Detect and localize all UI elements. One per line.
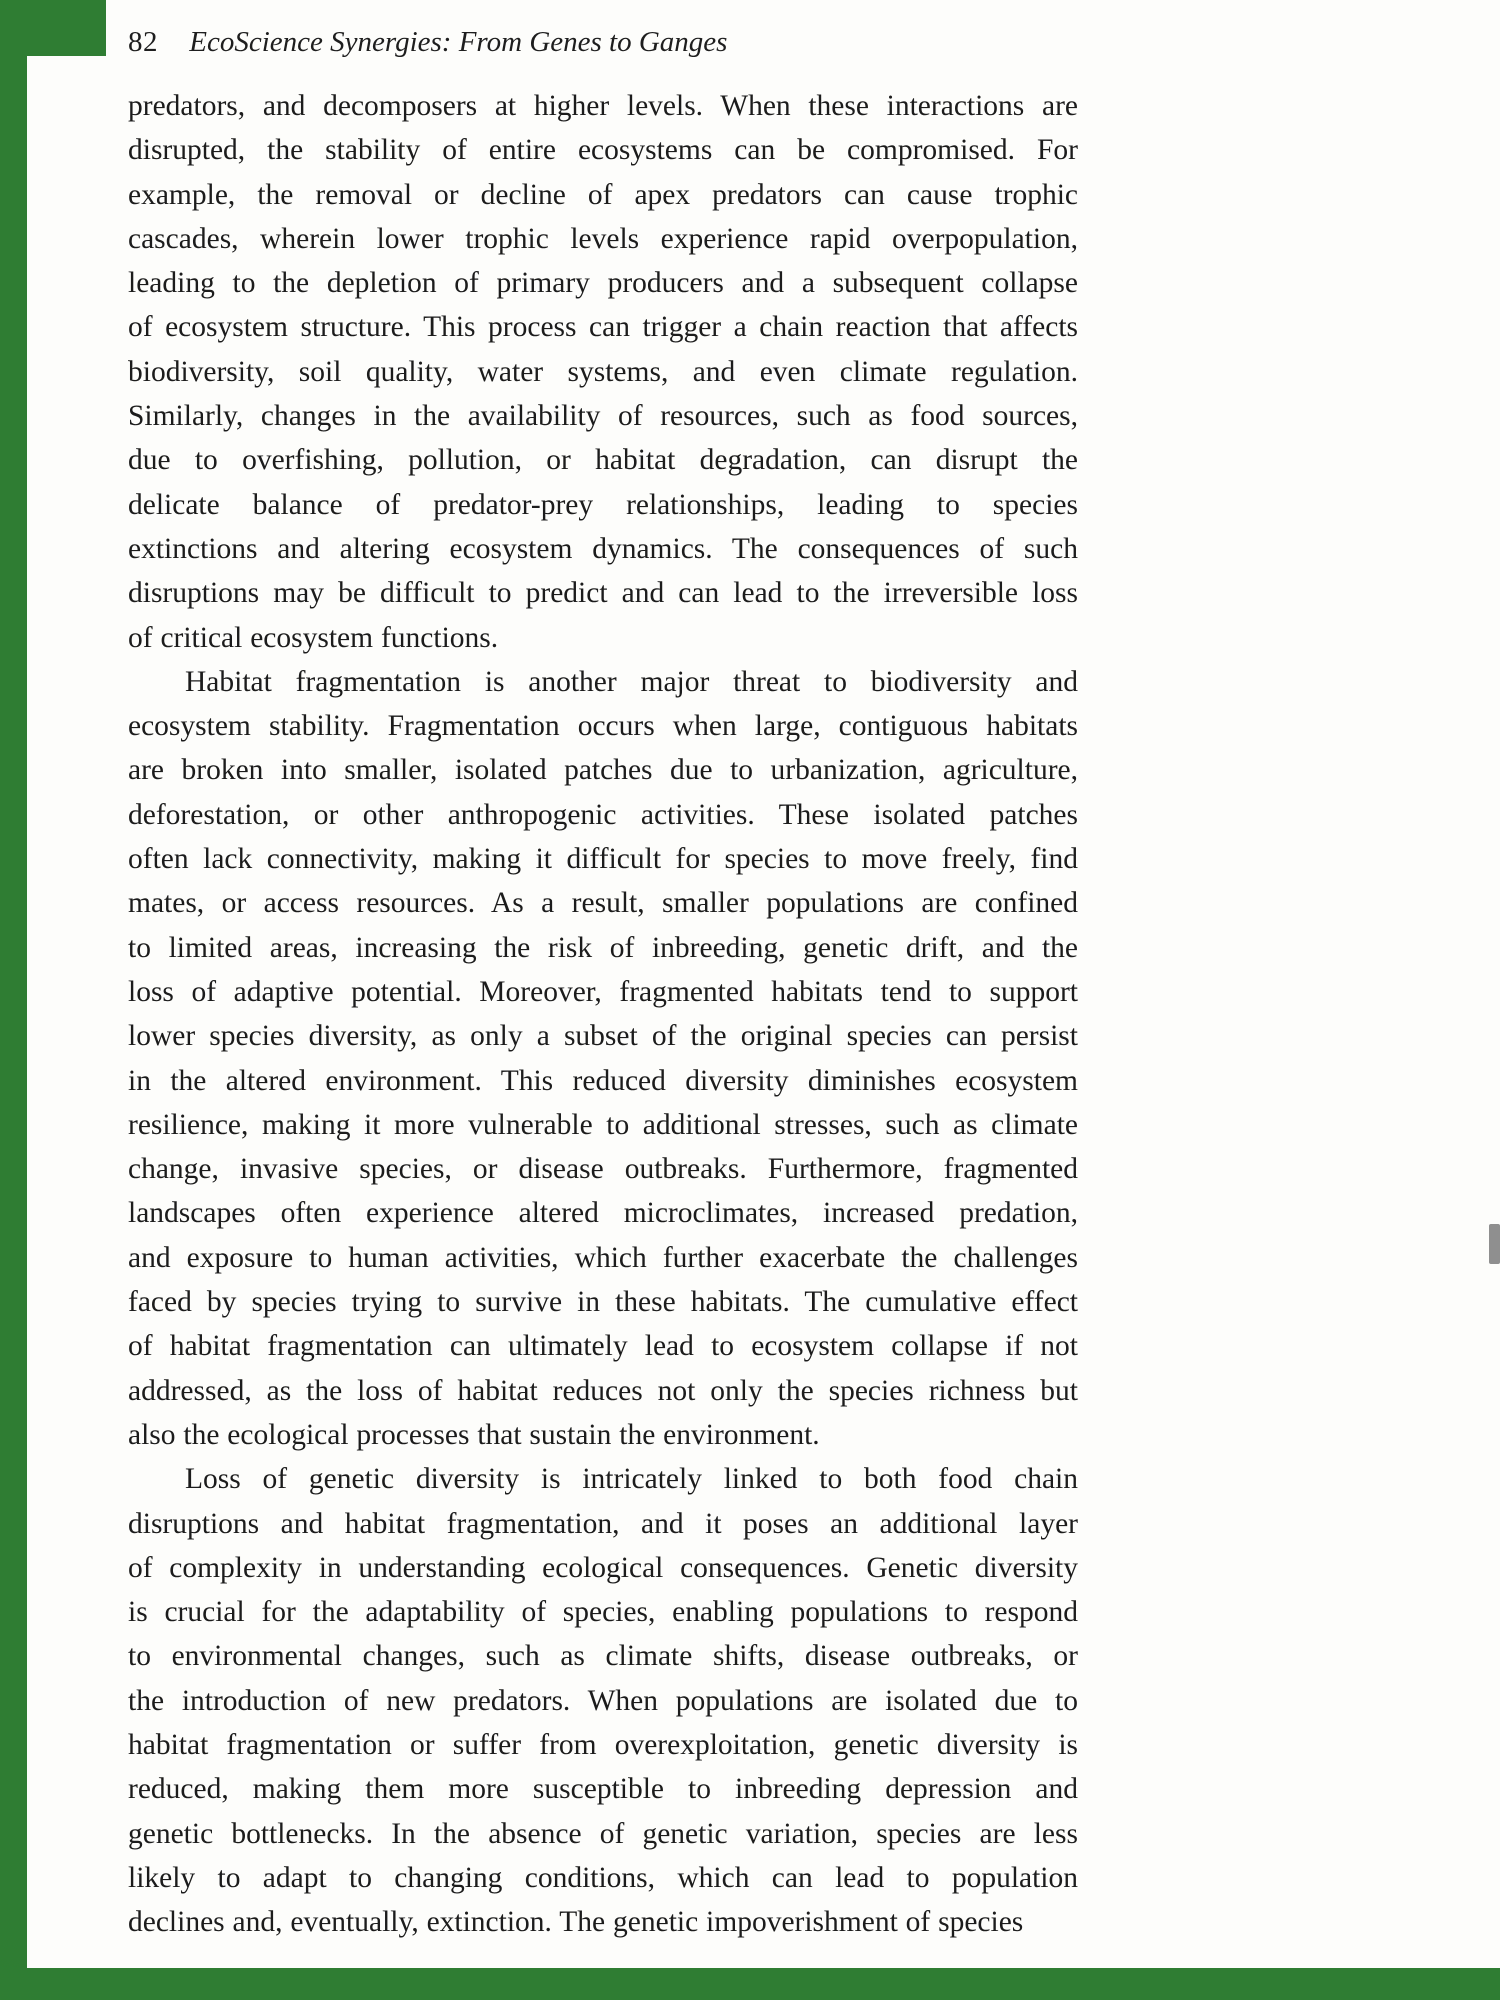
text-line: deforestation, or other anthropogenic activities. These isolated patches: [128, 798, 1078, 831]
text-line: to environmental changes, such as climate shifts, disease outbreaks, or: [128, 1640, 1078, 1673]
text-line: landscapes often experience altered microclimates, increased predation,: [128, 1197, 1078, 1230]
text-line: also the ecological processes that sustain the environment.: [128, 1418, 820, 1451]
paragraph-3: [128, 1457, 1078, 1944]
text-line: the introduction of new predators. When populations are isolated due to: [128, 1684, 1078, 1717]
scan-artifact-right-edge: [1489, 1224, 1500, 1264]
book-title: EcoScience Synergies: From Genes to Ganges: [189, 26, 728, 58]
text-line: are broken into smaller, isolated patches due to urbanization, agriculture,: [128, 754, 1078, 787]
text-line: is crucial for the adaptability of species, enabling populations to respond: [128, 1596, 1078, 1629]
text-line: cascades, wherein lower trophic levels experience rapid overpopulation,: [128, 222, 1078, 255]
text-line: of habitat fragmentation can ultimately lead to ecosystem collapse if not: [128, 1330, 1078, 1363]
text-line: mates, or access resources. As a result, smaller populations are confined: [128, 887, 1078, 920]
text-line: biodiversity, soil quality, water systems, and even climate regulation.: [128, 355, 1078, 388]
scan-edge-top-left: [0, 0, 106, 56]
text-line: disruptions may be difficult to predict and can lead to the irreversible loss: [128, 577, 1078, 610]
paragraph-1: [128, 84, 1078, 660]
text-line: Similarly, changes in the availability of resources, such as food sources,: [128, 400, 1078, 433]
text-line: faced by species trying to survive in these habitats. The cumulative effect: [128, 1286, 1078, 1319]
text-line: resilience, making it more vulnerable to additional stresses, such as climate: [128, 1108, 1078, 1141]
text-line: leading to the depletion of primary producers and a subsequent collapse: [128, 267, 1078, 300]
text-line: habitat fragmentation or suffer from overexploitation, genetic diversity is: [128, 1728, 1078, 1761]
text-line: Loss of genetic diversity is intricately linked to both food chain: [185, 1463, 1078, 1496]
text-line: ecosystem stability. Fragmentation occurs when large, contiguous habitats: [128, 710, 1078, 743]
running-header: [128, 26, 1078, 59]
text-line: reduced, making them more susceptible to inbreeding depression and: [128, 1773, 1078, 1806]
text-line: predators, and decomposers at higher levels. When these interactions are: [128, 90, 1078, 122]
text-line: often lack connectivity, making it difficult for species to move freely, find: [128, 843, 1078, 876]
text-line: lower species diversity, as only a subset of the original species can persist: [128, 1020, 1078, 1053]
scan-edge-bottom: [0, 1968, 1500, 2000]
text-line: disrupted, the stability of entire ecosystems can be compromised. For: [128, 134, 1078, 167]
text-line: Habitat fragmentation is another major threat to biodiversity and: [185, 665, 1078, 698]
text-line: of ecosystem structure. This process can trigger a chain reaction that affects: [128, 311, 1078, 344]
text-line: of complexity in understanding ecological consequences. Genetic diversity: [128, 1551, 1078, 1584]
body-text: [128, 84, 1078, 1944]
text-line: in the altered environment. This reduced diversity diminishes ecosystem: [128, 1064, 1078, 1097]
page-number: 82: [128, 26, 158, 58]
text-line: likely to adapt to changing conditions, which can lead to population: [128, 1861, 1078, 1894]
text-line: disruptions and habitat fragmentation, and it poses an additional layer: [128, 1507, 1078, 1540]
scan-edge-left: [0, 0, 27, 2000]
text-line: due to overfishing, pollution, or habitat degradation, can disrupt the: [128, 444, 1078, 477]
text-line: genetic bottlenecks. In the absence of genetic variation, species are less: [128, 1817, 1078, 1850]
text-line: extinctions and altering ecosystem dynamics. The consequences of such: [128, 532, 1078, 565]
text-line: change, invasive species, or disease outbreaks. Furthermore, fragmented: [128, 1153, 1078, 1186]
text-line: to limited areas, increasing the risk of inbreeding, genetic drift, and the: [128, 931, 1078, 964]
text-line: delicate balance of predator-prey relationships, leading to species: [128, 488, 1078, 521]
text-line: addressed, as the loss of habitat reduces not only the species richness but: [128, 1374, 1078, 1407]
text-line: of critical ecosystem functions.: [128, 621, 499, 654]
text-line: and exposure to human activities, which further exacerbate the challenges: [128, 1241, 1078, 1274]
text-line: example, the removal or decline of apex predators can cause trophic: [128, 178, 1078, 211]
paragraph-2: [128, 660, 1078, 1457]
text-line: loss of adaptive potential. Moreover, fragmented habitats tend to support: [128, 975, 1078, 1008]
text-line: declines and, eventually, extinction. The genetic impoverishment of species: [128, 1906, 1024, 1939]
